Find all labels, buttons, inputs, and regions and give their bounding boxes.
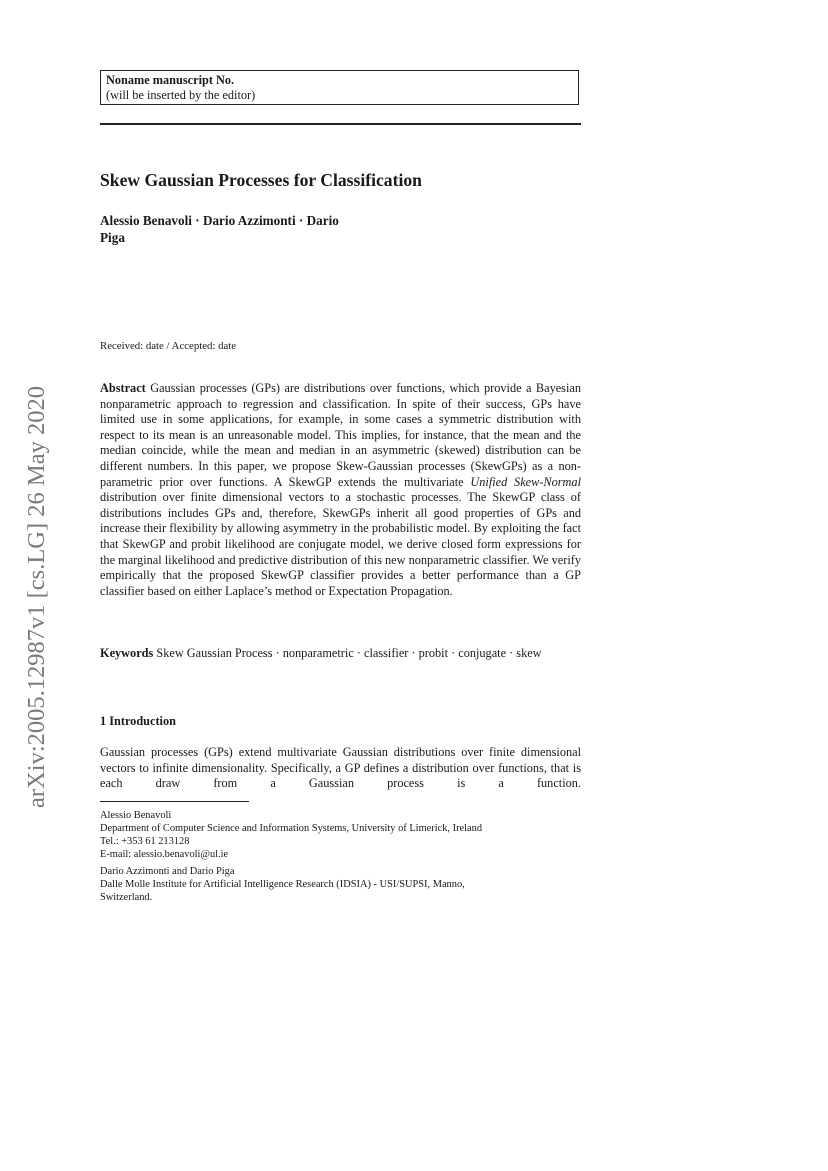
arxiv-side-stamp: arXiv:2005.12987v1 [cs.LG] 26 May 2020 [23,386,50,808]
author-line-2: Piga [100,230,125,245]
author-line-1: Alessio Benavoli · Dario Azzimonti · Dario [100,213,339,228]
keywords-text: Skew Gaussian Process · nonparametric · classifier · probit · conjugate · skew [153,646,542,660]
footnote-author-1-tel: Tel.: +353 61 213128 [100,836,190,847]
keywords-label: Keywords [100,646,154,660]
manuscript-note: (will be inserted by the editor) [106,88,256,102]
introduction-paragraph: Gaussian processes (GPs) extend multivariate Gaussian distributions over finite dimensional vectors to infinite dimensionality. Specifically, a GP defines a distribution over functions, that is each draw from a Gaussian process is a function. [100,745,581,791]
footnote-author-1-name: Alessio Benavoli [100,810,172,821]
abstract-text-part1: Gaussian processes (GPs) are distributions over functions, which provide a Bayesian nonparametric approach to regression and classification. In spite of their success, GPs have limited use in some applications, for example, in some cases a symmetric distribution with respect to its mean is an unreasonable model. This implies, for instance, that the mean and the median coincide, while the mean and median in an asymmetric (skewed) distribution can be different numbers. In this paper, we propose Skew-Gaussian processes (SkewGPs) as a non-parametric prior over functions. A SkewGP extends the multivariate [100,381,581,489]
footnote-author-2-affiliation: Dalle Molle Institute for Artificial Intelligence Research (IDSIA) - USI/SUPSI, Manno, [100,879,465,890]
footnote-author-1-affiliation: Department of Computer Science and Information Systems, University of Limerick, Ireland [100,823,483,834]
author-list [100,212,430,246]
abstract [100,381,581,599]
section-heading-introduction: 1 Introduction [100,714,176,728]
footnote-author-1 [100,809,581,861]
footnote-author-1-email: E-mail: alessio.benavoli@ul.ie [100,849,229,860]
keywords [100,646,581,662]
paper-title: Skew Gaussian Processes for Classification [100,170,422,190]
abstract-emphasis: Unified Skew-Normal [470,474,581,489]
footnote-author-2-country: Switzerland. [100,892,153,903]
manuscript-label: Noname manuscript No. [106,73,235,87]
received-date: Received: date / Accepted: date [100,340,237,352]
header-rule [100,123,581,125]
footnote-rule [100,801,249,802]
footnote-author-2-name: Dario Azzimonti and Dario Piga [100,866,235,877]
abstract-text-part2: distribution over finite dimensional vectors to a stochastic processes. The SkewGP class of distributions includes GPs and, therefore, SkewGPs inherit all good properties of GPs and increase their flexibility by allowing asymmetry in the probabilistic model. By exploiting the fact that SkewGP and probit likelihood are conjugate model, we derive closed form expressions for the marginal likelihood and predictive distribution of this new nonparametric classifier. We verify empirically that the proposed SkewGP classifier provides a better performance than a GP classifier based on either Laplace’s method or Expectation Propagation. [100,490,581,598]
footnote-author-2 [100,865,581,904]
manuscript-number-box [100,70,579,105]
abstract-label: Abstract [100,381,146,395]
